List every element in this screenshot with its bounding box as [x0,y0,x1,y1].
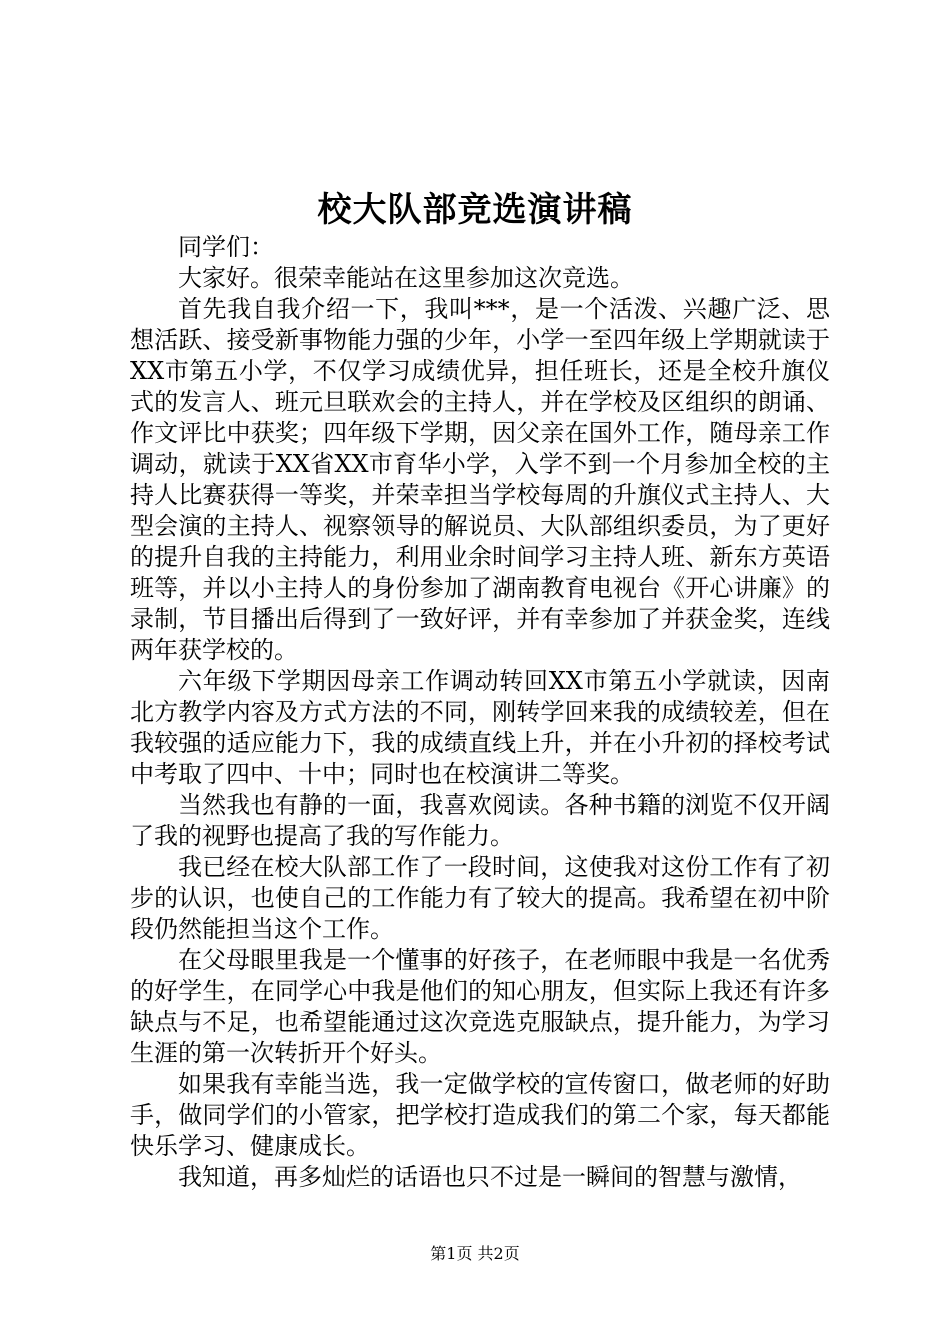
document-body [130,232,830,1193]
greeting-paragraph: 大家好。很荣幸能站在这里参加这次竞选。 [178,264,634,292]
reading-paragraph: 当然我也有静的一面，我喜欢阅读。各种书籍的浏览不仅开阔了我的视野也提高了我的写作能力。 [130,791,830,850]
page-number-footer: 第1页 共2页 [430,1244,520,1263]
experience-paragraph: 我已经在校大队部工作了一段时间，这使我对这份工作有了初步的认识，也使自己的工作能力有了较大的提高。我希望在初中阶段仍然能担当这个工作。 [130,853,830,943]
document-title: 校大队部竞选演讲稿 [317,190,633,230]
grade-six-paragraph: 六年级下学期因母亲工作调动转回XX市第五小学就读，因南北方教学内容及方式方法的不同，刚转学回来我的成绩较差，但在我较强的适应能力下，我的成绩直线上升，并在小升初的择校考试中考取了四中、十中；同时也在校演讲二等奖。 [130,667,830,788]
closing-paragraph: 我知道，再多灿烂的话语也只不过是一瞬间的智慧与激情， [178,1163,802,1191]
salutation-paragraph: 同学们： [178,233,274,261]
promise-paragraph: 如果我有幸能当选，我一定做学校的宣传窗口，做老师的好助手，做同学们的小管家，把学校打造成我们的第二个家，每天都能快乐学习、健康成长。 [130,1070,830,1160]
self-introduction-paragraph: 首先我自我介绍一下，我叫***，是一个活泼、兴趣广泛、思想活跃、接受新事物能力强的少年，小学一至四年级上学期就读于XX市第五小学，不仅学习成绩优异，担任班长，还是全校升旗仪式的发言人、班元旦联欢会的主持人，并在学校及区组织的朗诵、作文评比中获奖；四年级下学期，因父亲在国外工作，随母亲工作调动，就读于XX省XX市育华小学，入学不到一个月参加全校的主持人比赛获得一等奖，并荣幸担当学校每周的升旗仪式主持人、大型会演的主持人、视察领导的解说员、大队部组织委员，为了更好的提升自我的主持能力，利用业余时间学习主持人班、新东方英语班等，并以小主持人的身份参加了湖南教育电视台《开心讲廉》的录制，节目播出后得到了一致好评，并有幸参加了并获金奖，连线两年获学校的。 [130,295,830,664]
self-assessment-paragraph: 在父母眼里我是一个懂事的好孩子，在老师眼中我是一名优秀的好学生，在同学心中我是他们的知心朋友，但实际上我还有许多缺点与不足，也希望能通过这次竞选克服缺点，提升能力，为学习生涯的第一次转折开个好头。 [130,946,830,1067]
